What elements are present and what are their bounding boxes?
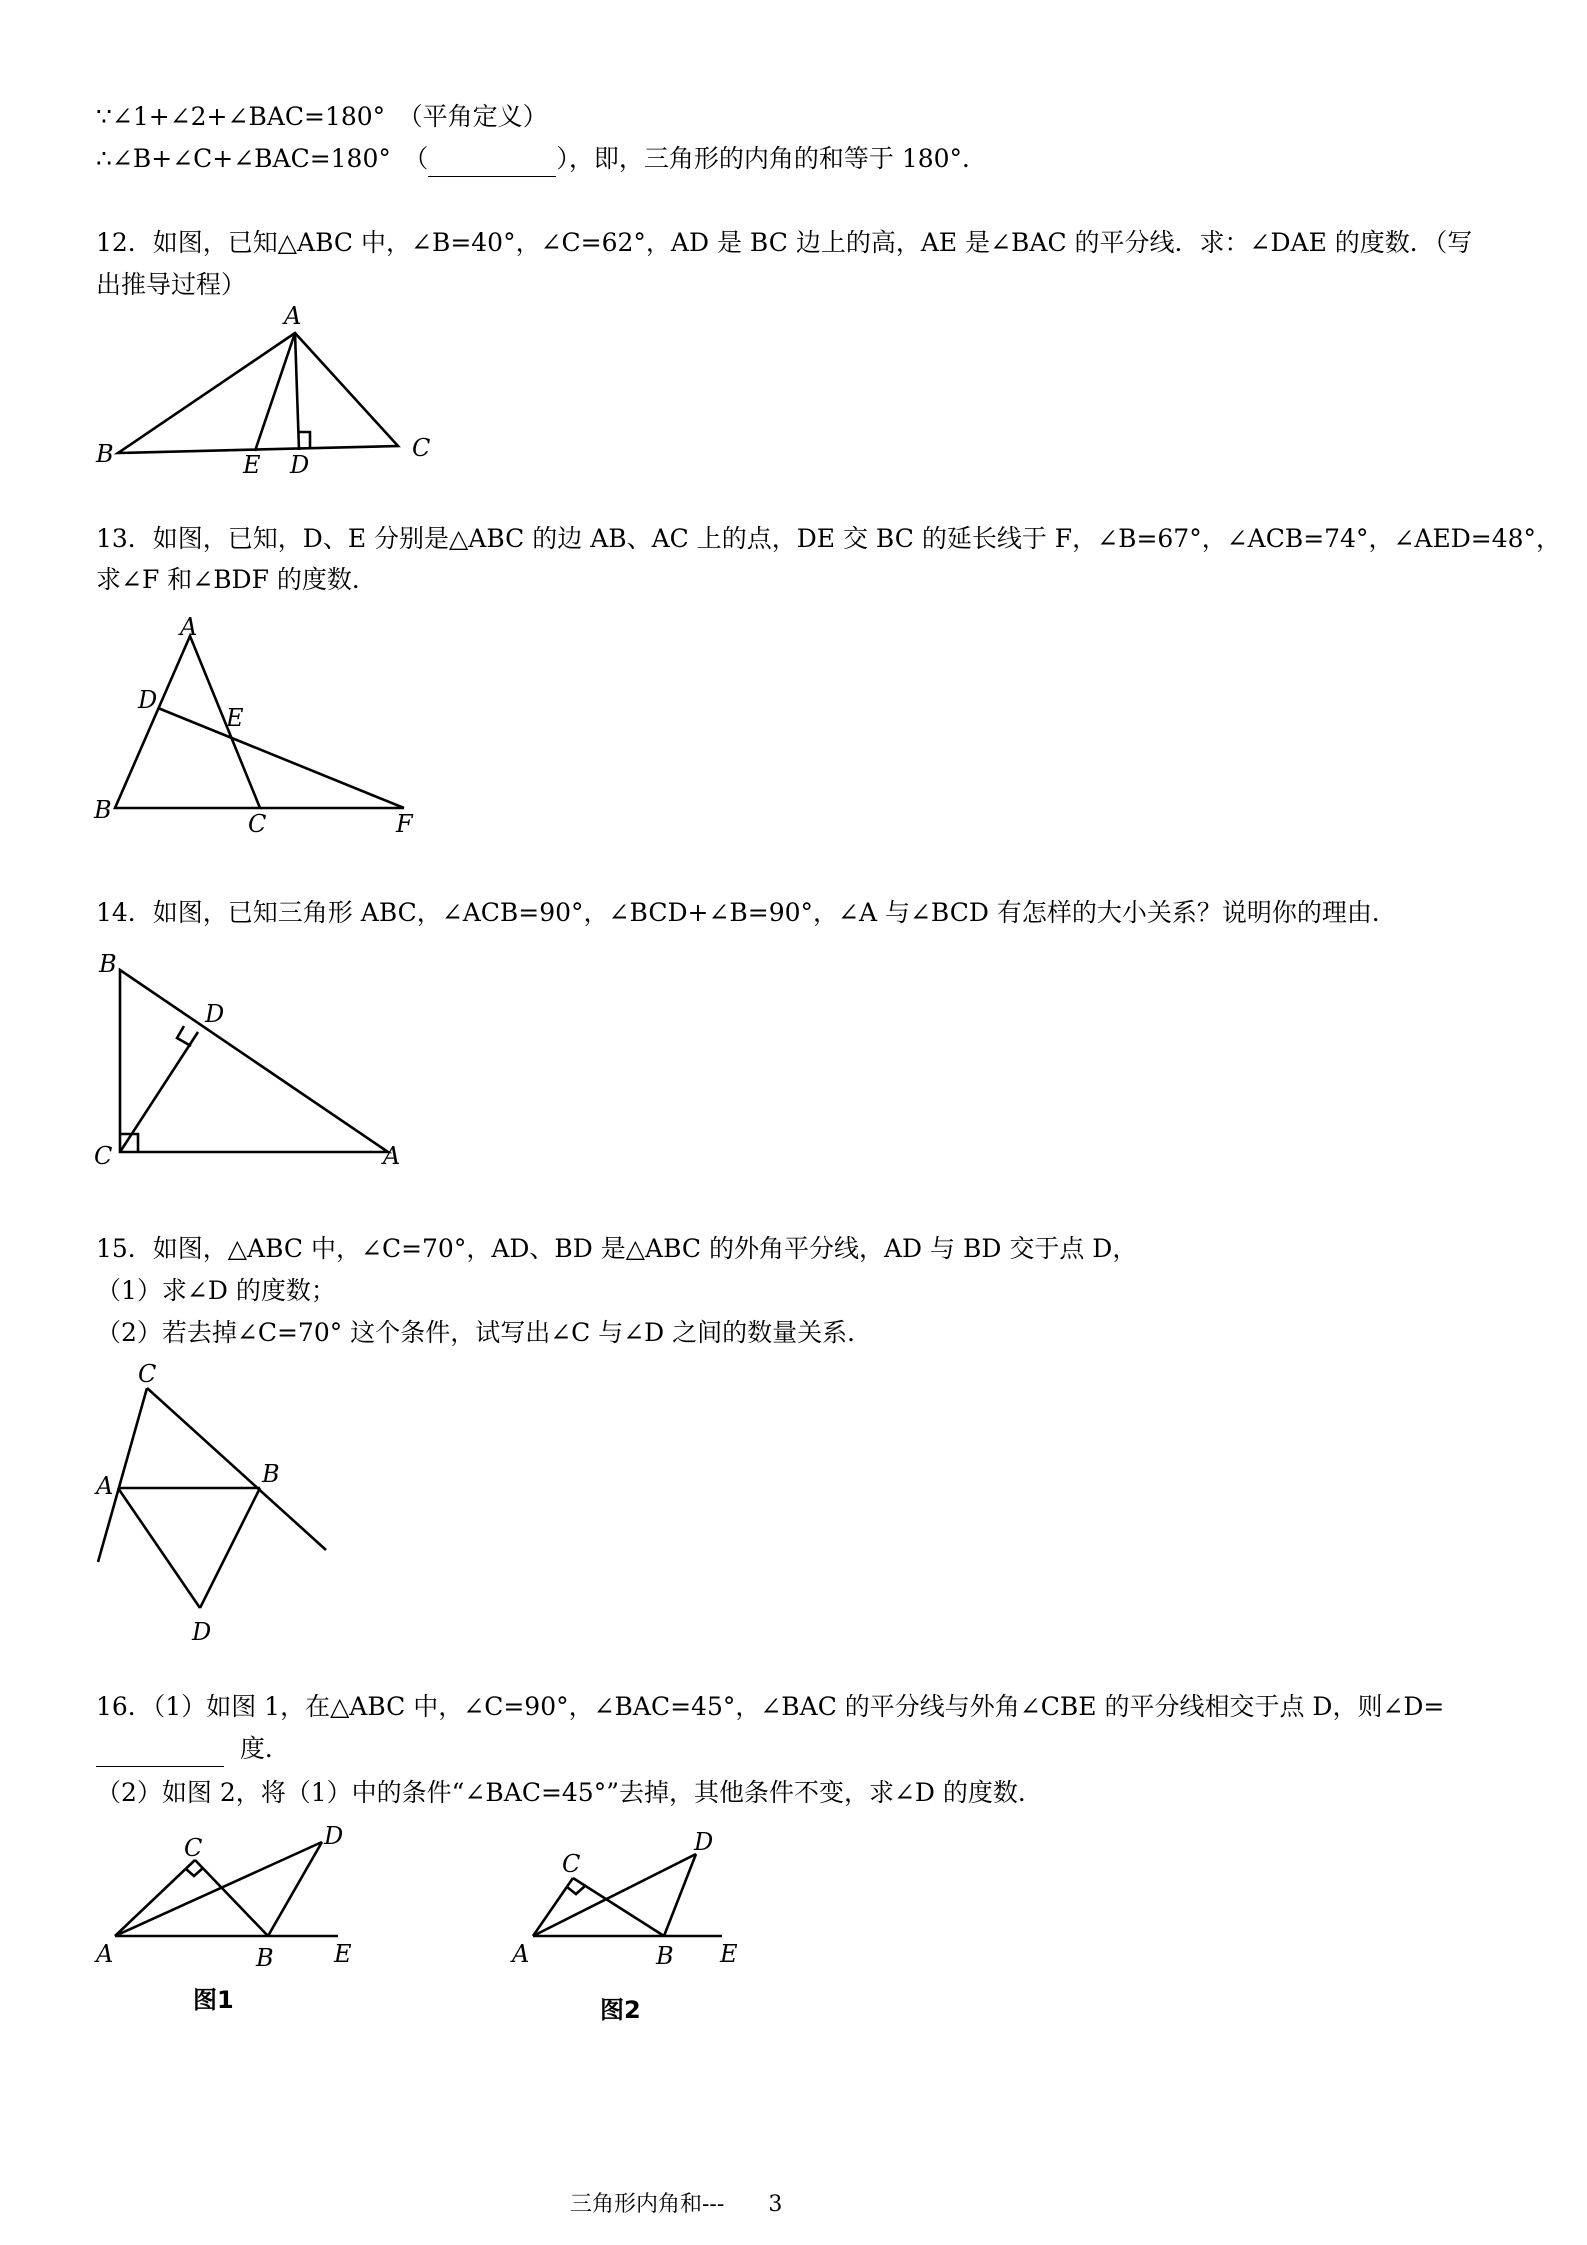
proof-line-2-end: ），即，三角形的内角的和等于 180°． <box>556 144 988 173</box>
proof-line-1 <box>96 100 548 134</box>
q13-label-d: D <box>138 686 158 714</box>
q15-label-c: C <box>138 1360 157 1388</box>
q13-text-line-1: 13．如图，已知，D、E 分别是△ABC 的边 AB、AC 上的点，DE 交 BC 的延长线于 F，∠B=67°，∠ACB=74°，∠AED=48°， <box>96 524 1562 553</box>
q15-text-line-2: （1）求∠D 的度数； <box>96 1276 336 1305</box>
q16-fig2-label-c: C <box>562 1850 581 1878</box>
q14-label-c: C <box>94 1142 113 1170</box>
q13-label-b: B <box>94 796 112 824</box>
q13-label-c: C <box>248 810 267 838</box>
footer-title: 三角形内角和--- <box>570 2192 725 2217</box>
q16-fig2-right-angle-mark <box>567 1886 585 1894</box>
q16-fig1-label-e: E <box>334 1940 352 1968</box>
q15-bisector-ad <box>118 1488 200 1608</box>
q12-bisector-ae <box>255 333 295 451</box>
q14-label-a: A <box>383 1142 401 1170</box>
q13-label-f: F <box>396 810 413 838</box>
q15-label-d: D <box>192 1618 212 1646</box>
q16-fig1-segment-bd <box>268 1842 322 1936</box>
q13-label-e: E <box>226 704 244 732</box>
q16-fig2-label-a: A <box>512 1940 530 1968</box>
q16-fig2-label-b: B <box>656 1942 674 1970</box>
q14-triangle-abc <box>120 970 388 1152</box>
q15-text-line-3: （2）若去掉∠C=70° 这个条件，试写出∠C 与∠D 之间的数量关系． <box>96 1318 873 1347</box>
q14-text-line-1: 14．如图，已知三角形 ABC，∠ACB=90°，∠BCD+∠B=90°，∠A 与∠BCD 有怎样的大小关系？说明你的理由． <box>96 898 1397 927</box>
q12-label-e: E <box>243 451 261 479</box>
q16-fig1-caption: 图1 <box>193 1986 234 2014</box>
q12-right-angle-mark <box>299 432 310 449</box>
q12-text-line-1: 12．如图，已知△ABC 中，∠B=40°，∠C=62°，AD 是 BC 边上的高，AE 是∠BAC 的平分线．求：∠DAE 的度数．（写 <box>96 228 1473 257</box>
q12-text-line-2: 出推导过程） <box>96 270 247 299</box>
q16-answer-blank[interactable] <box>96 1732 224 1767</box>
proof-line-2 <box>96 142 987 177</box>
q12-label-b: B <box>96 440 114 468</box>
q12-label-c: C <box>412 434 431 462</box>
proof-line-1-text: ∵∠1+∠2+∠BAC=180° （平角定义） <box>96 102 548 131</box>
q14-label-b: B <box>99 950 117 978</box>
q13-text-line-2: 求∠F 和∠BDF 的度数． <box>96 565 377 594</box>
q16-fig1-label-d: D <box>324 1822 344 1850</box>
q16-fig2-segment-cb <box>573 1878 664 1936</box>
q16-text-line-3: （2）如图 2，将（1）中的条件“∠BAC=45°”去掉，其他条件不变，求∠D 的度数． <box>96 1778 1043 1807</box>
q16-fig2-caption: 图2 <box>600 1996 641 2024</box>
q16-fig1-segment-ad <box>115 1842 322 1936</box>
q15-label-b: B <box>262 1460 280 1488</box>
q16-fig2-label-e: E <box>720 1940 738 1968</box>
q16-fig1-label-b: B <box>256 1944 274 1972</box>
q13-label-a: A <box>180 613 198 641</box>
q12-triangle-abc <box>118 333 398 453</box>
answer-blank[interactable] <box>428 142 556 177</box>
q15-bisector-bd <box>200 1488 260 1608</box>
q16-fig2-label-d: D <box>694 1828 714 1856</box>
q15-line-through-cb <box>147 1388 326 1550</box>
q12-altitude-ad <box>295 333 299 450</box>
q15-label-a: A <box>96 1472 114 1500</box>
q13-line-df <box>158 708 404 808</box>
q15-text-line-1: 15．如图，△ABC 中，∠C=70°，AD、BD 是△ABC 的外角平分线，AD 与 BD 交于点 D， <box>96 1234 1138 1263</box>
q14-right-angle-mark-d <box>177 1026 191 1046</box>
proof-line-2-start: ∴∠B+∠C+∠BAC=180° （ <box>96 144 429 173</box>
q16-unit: 度． <box>239 1734 290 1763</box>
q16-fig1-label-c: C <box>184 1834 203 1862</box>
page-footer <box>570 2187 782 2218</box>
q12-label-a: A <box>284 302 302 330</box>
page-number: 3 <box>768 2192 783 2217</box>
q16-fig2-segment-ad <box>533 1854 696 1936</box>
q16-fig1-label-a: A <box>96 1940 114 1968</box>
q16-text-line-1: 16．（1）如图 1，在△ABC 中，∠C=90°，∠BAC=45°，∠BAC 的平分线与外角∠CBE 的平分线相交于点 D，则∠D= <box>96 1692 1445 1721</box>
q12-label-d: D <box>290 451 310 479</box>
q16-text-line-2 <box>96 1732 290 1767</box>
q16-fig1-right-angle-mark <box>186 1868 203 1876</box>
q14-label-d: D <box>205 1000 225 1028</box>
q16-fig1-segment-ac <box>115 1860 195 1936</box>
